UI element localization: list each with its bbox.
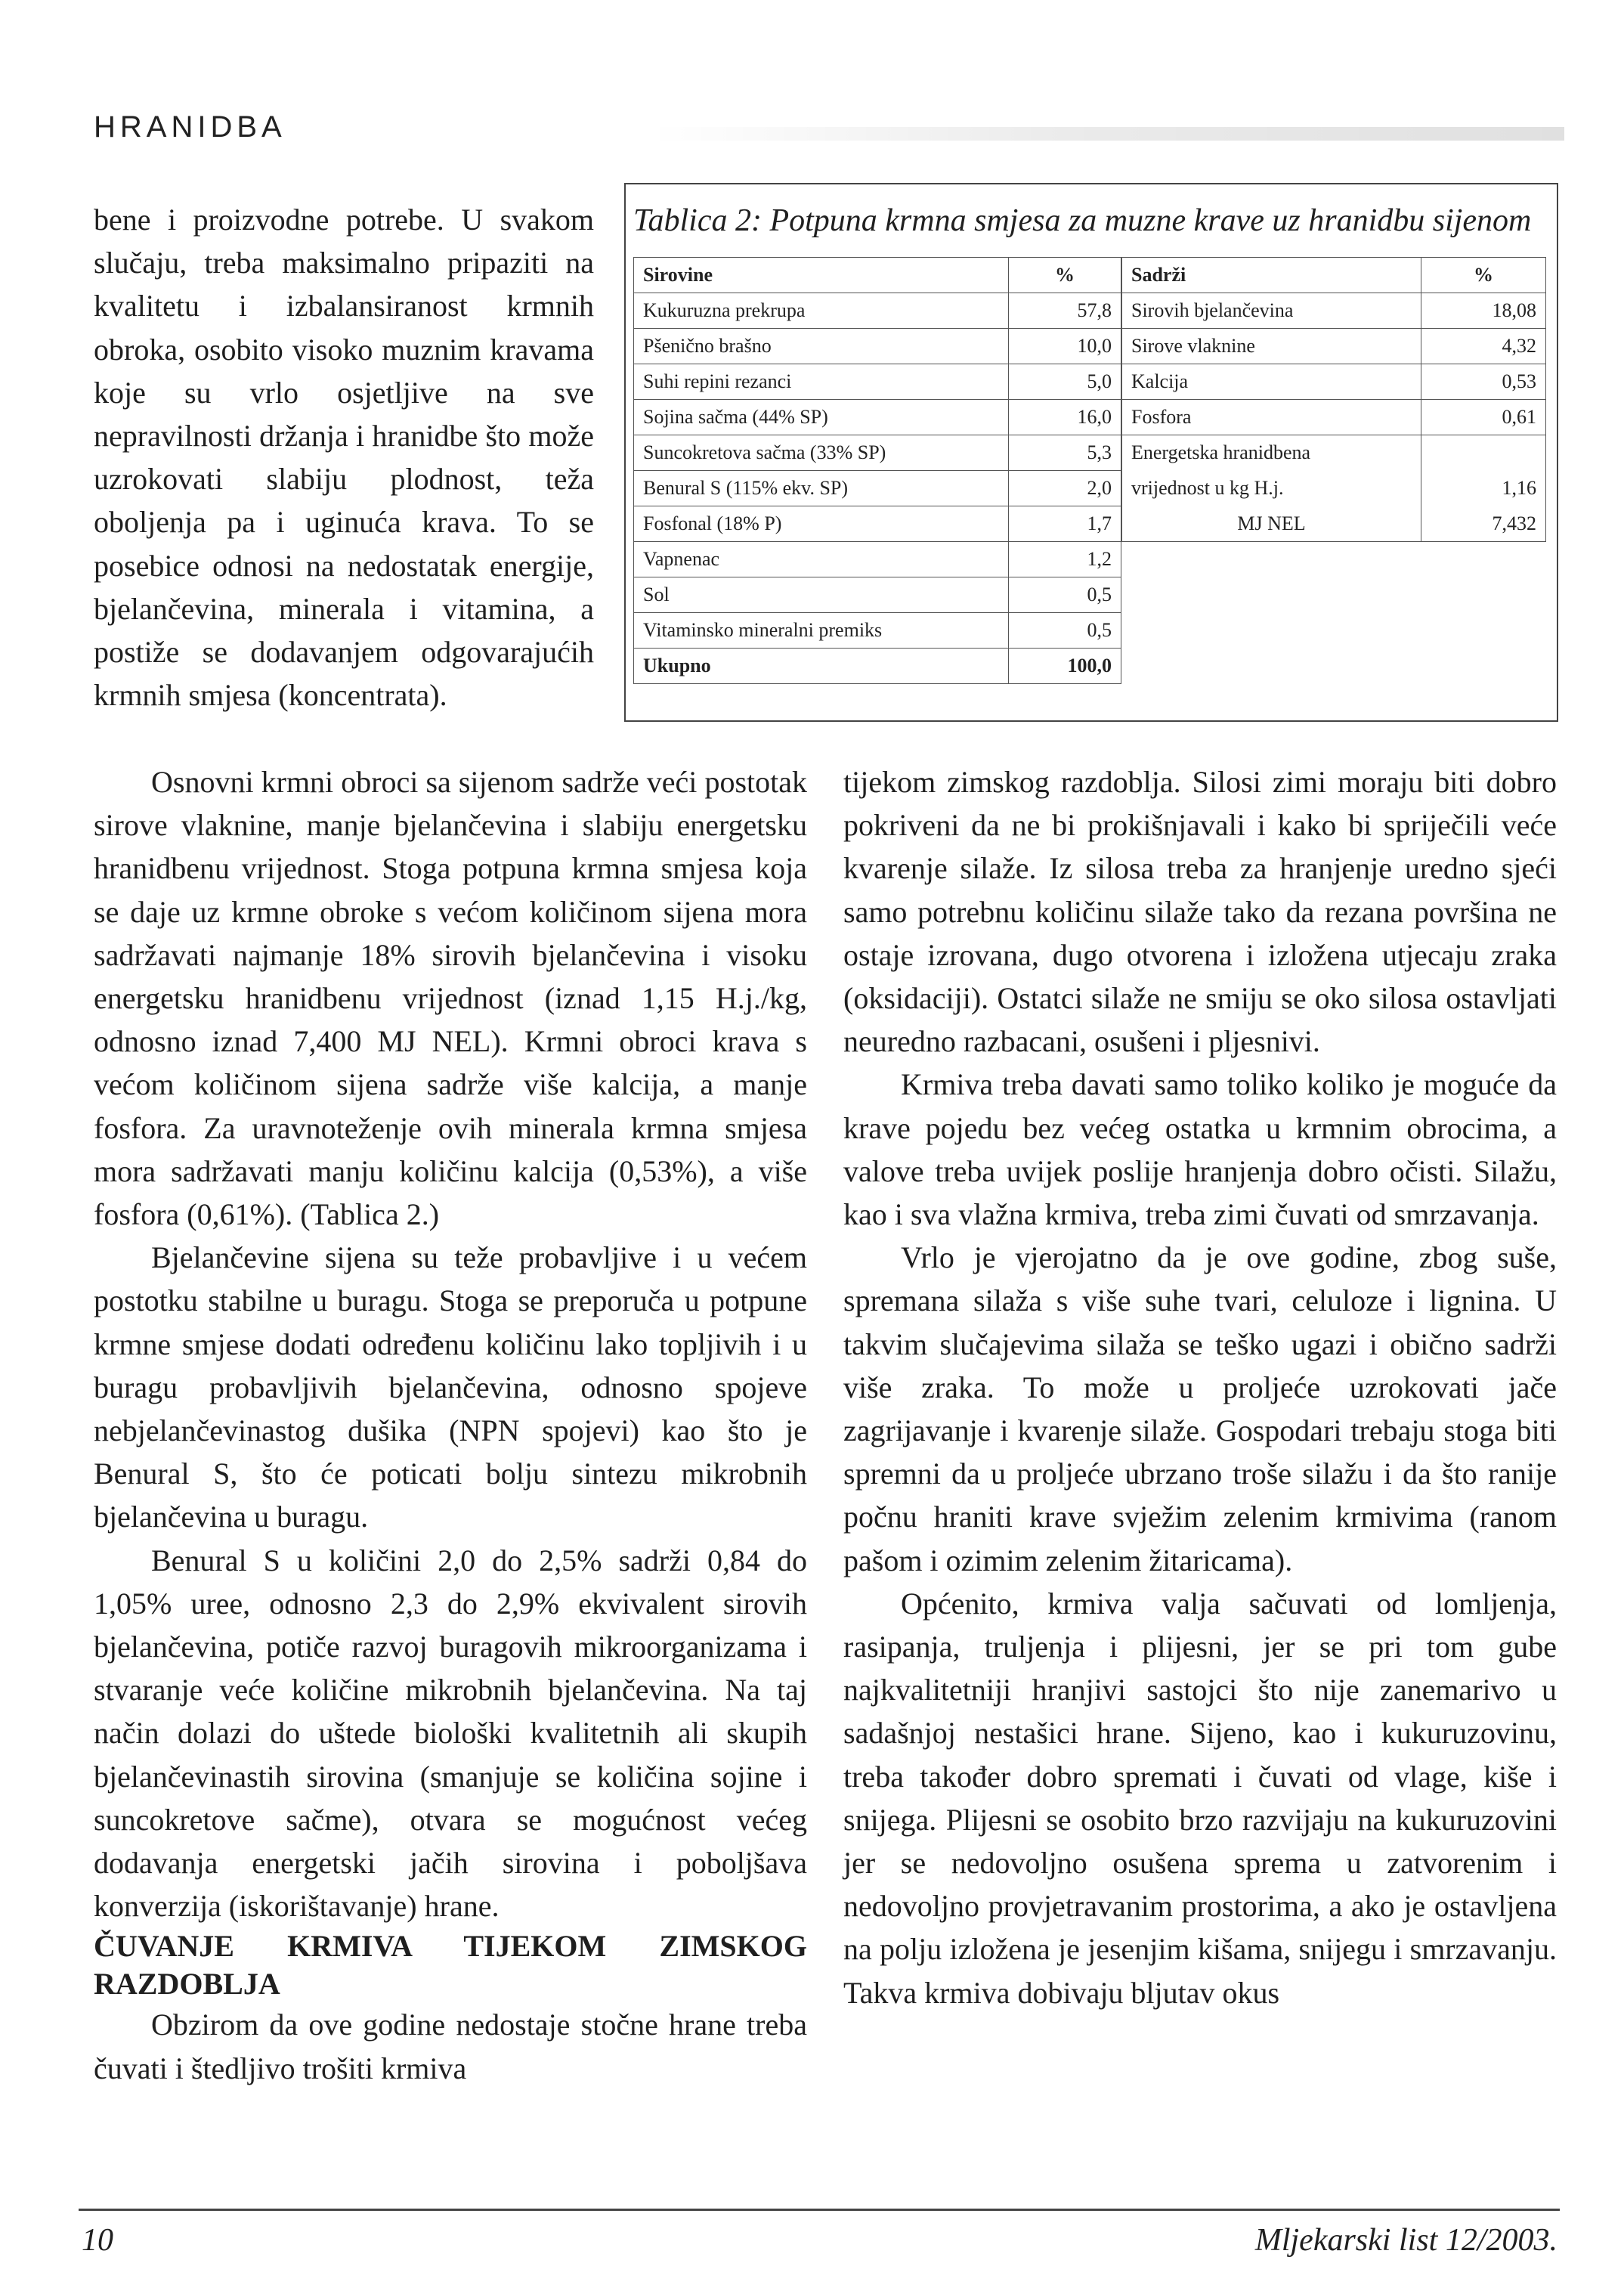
paragraph: Vrlo je vjerojatno da je ove godine, zbog suše, spremana silaža s više suhe tvari, celuloze i lignina. U takvim slučajevima silaža se teško ugazi i obično sadrži više zraka. To može u proljeće uzrokovati jače zagrijavanje i kvarenje silaže. Gospodari trebaju stoga biti spremni da u proljeće ubrzano troše silažu i da što ranije počnu hraniti krave svježim zelenim krmivima (ranom pašom i ozimim zelenim žitaricama).	[843, 1240, 1557, 1577]
table-row	[1122, 400, 1546, 435]
table-caption: Tablica 2: Potpuna krmna smjesa za muzne krave uz hranidbu sijenom	[633, 203, 1532, 238]
table-row	[1122, 435, 1546, 471]
table-row	[634, 471, 1121, 506]
paragraph: Bjelančevine sijena su teže probavljive i u većem postotku stabilne u buragu. Stoga se preporuča u potpune krmne smjese dodati određenu količinu lako topljivih i u buragu probavljivih bjelančevina, odnosno spojeve nebjelančevinastog dušika (NPN spojevi) kao što je Benural S, što će poticati bolju sintezu mikrobnih bjelančevina u buragu.	[94, 1240, 807, 1534]
table-cell: 4,32	[1421, 329, 1546, 364]
intro-paragraph: bene i proizvodne potrebe. U svakom slučaju, treba maksimalno pripaziti na kvalitetu i izbalansiranost krmnih obroka, osobito visoko muznim kravama koje su vrlo osjetljive na sve nepravilnosti držanja i hranidbe što može uzrokovati slabiju plodnost, teža oboljenja pa i uginuća krava. To se posebice odnosi na nedostatak energije, bjelančevina, minerala i vitamina, a postiže se dodavanjem odgovarajućih krmnih smjesa (koncentrata).	[94, 203, 594, 713]
table-row	[1122, 506, 1546, 542]
header-rule	[650, 127, 1564, 141]
intro-column	[94, 198, 594, 717]
table-header-cell: Sadrži	[1122, 258, 1421, 293]
table-cell: vrijednost u kg H.j.	[1122, 471, 1421, 506]
table-cell: 0,53	[1421, 364, 1546, 400]
table-row	[1122, 293, 1546, 329]
table-cell: Kukuruzna prekrupa	[634, 293, 1009, 329]
paragraph: Obzirom da ove godine nedostaje stočne hrane treba čuvati i štedljivo trošiti krmiva	[94, 2008, 807, 2085]
page-number: 10	[82, 2223, 113, 2258]
table-cell: Sol	[634, 577, 1009, 613]
table-row	[634, 364, 1121, 400]
table-row	[634, 400, 1121, 435]
footer-rule	[79, 2209, 1560, 2211]
table-cell: 0,61	[1421, 400, 1546, 435]
table-header-row	[1122, 258, 1546, 293]
table-cell: Benural S (115% ekv. SP)	[634, 471, 1009, 506]
table-cell: 0,5	[1009, 613, 1121, 649]
table-cell: Kalcija	[1122, 364, 1421, 400]
section-title: HRANIDBA	[94, 110, 286, 144]
table-cell: Energetska hranidbena	[1122, 435, 1421, 471]
table-row	[1122, 471, 1546, 506]
table-total-value: 100,0	[1009, 649, 1121, 684]
table-header-cell: %	[1421, 258, 1546, 293]
table-row	[634, 613, 1121, 649]
table-row	[634, 577, 1121, 613]
table-cell: 5,3	[1009, 435, 1121, 471]
table-cell: 0,5	[1009, 577, 1121, 613]
table-cell: Vitaminsko mineralni premiks	[634, 613, 1009, 649]
section-heading: ČUVANJE KRMIVA TIJEKOM ZIMSKOG RAZDOBLJA	[94, 1929, 807, 2001]
table-header-cell: Sirovine	[634, 258, 1009, 293]
table-cell: Pšenično brašno	[634, 329, 1009, 364]
table-row	[634, 506, 1121, 542]
composition-table	[1121, 257, 1546, 542]
table-cell: 7,432	[1421, 506, 1546, 542]
table-cell: Sirovih bjelančevina	[1122, 293, 1421, 329]
paragraph: Osnovni krmni obroci sa sijenom sadrže veći postotak sirove vlaknine, manje bjelančevina i slabiju energetsku hranidbenu vrijednost. Stoga potpuna krmna smjesa koja se daje uz krmne obroke s većom količinom sijena mora sadržavati najmanje 18% sirovih bjelančevina i visoku energetsku hranidbenu vrijednost (iznad 1,15 H.j./kg, odnosno iznad 7,400 MJ NEL). Krmni obroci krava s većom količinom sijena sadrže više kalcija, a manje fosfora. Za uravnoteženje ovih minerala krmna smjesa mora sadržavati manju količinu kalcija (0,53%), a više fosfora (0,61%). (Tablica 2.)	[94, 765, 807, 1232]
table-total-row	[634, 649, 1121, 684]
table-cell	[1421, 435, 1546, 471]
table-cell: Fosfonal (18% P)	[634, 506, 1009, 542]
paragraph: Benural S u količini 2,0 do 2,5% sadrži 0,84 do 1,05% uree, odnosno 2,3 do 2,9% ekvivalent sirovih bjelančevina, potiče razvoj buragovih mikroorganizama i stvaranje veće količine mikrobnih bjelančevina. Na taj način dolazi do uštede biološki kvalitetnih ali skupih bjelančevinastih sirovina (smanjuje se količina sojine i suncokretove sačme), otvara se mogućnost većeg dodavanja energetski jačih sirovina i poboljšava konverzija (iskorištavanje) hrane.	[94, 1543, 807, 1924]
table-cell: 1,16	[1421, 471, 1546, 506]
table-cell: 2,0	[1009, 471, 1121, 506]
table-cell: 1,7	[1009, 506, 1121, 542]
table-row	[1122, 364, 1546, 400]
table-row	[634, 435, 1121, 471]
table-cell: 1,2	[1009, 542, 1121, 577]
ingredients-table	[633, 257, 1121, 684]
table-cell: 16,0	[1009, 400, 1121, 435]
table-cell: 10,0	[1009, 329, 1121, 364]
table-cell: Suhi repini rezanci	[634, 364, 1009, 400]
table-cell: 57,8	[1009, 293, 1121, 329]
table-cell: Vapnenac	[634, 542, 1009, 577]
table-cell: Sirove vlaknine	[1122, 329, 1421, 364]
table-header-row	[634, 258, 1121, 293]
table-cell: Suncokretova sačma (33% SP)	[634, 435, 1009, 471]
table-row	[1122, 329, 1546, 364]
table-total-label: Ukupno	[634, 649, 1009, 684]
left-column	[94, 760, 807, 2090]
table-cell: MJ NEL	[1122, 506, 1421, 542]
table-row	[634, 542, 1121, 577]
paragraph: tijekom zimskog razdoblja. Silosi zimi moraju biti dobro pokriveni da ne bi prokišnjavali i kako bi spriječili veće kvarenje silaže. Iz silosa treba za hranjenje uredno sjeći samo potrebnu količinu silaže tako da rezana površina ne ostaje izrovana, dugo otvorena i izložena utjecaju zraka (oksidaciji). Ostatci silaže ne smiju se oko silosa ostavljati neuredno razbacani, osušeni i pljesnivi.	[843, 765, 1557, 1059]
right-column	[843, 760, 1557, 2014]
table-row	[634, 329, 1121, 364]
paragraph: Općenito, krmiva valja sačuvati od lomljenja, rasipanja, truljenja i plijesni, jer se pri tom gube najkvalitetniji hranjivi sastojci što nije zanemarivo u sadašnjoj nestašici hrane. Sijeno, kao i kukuruzovinu, treba također dobro spremati i čuvati od vlage, kiše i snijega. Plijesni se osobito brzo razvijaju na kukuruzovini jer se nedovoljno osušena sprema u zatvorenim i nedovoljno provjetravanim prostorima, a ako je ostavljena na polju izložena je jesenjim kišama, snijegu i smrzavanju. Takva krmiva dobivaju bljutav okus	[843, 1586, 1557, 2010]
table-cell: Fosfora	[1122, 400, 1421, 435]
paragraph: Krmiva treba davati samo toliko koliko je moguće da krave pojedu bez većeg ostatka u krmnim obrocima, a valove treba uvijek poslije hranjenja dobro očisti. Silažu, kao i sva vlažna krmiva, treba zimi čuvati od smrzavanja.	[843, 1067, 1557, 1232]
table-cell: 5,0	[1009, 364, 1121, 400]
table-cell: 18,08	[1421, 293, 1546, 329]
table-header-cell: %	[1009, 258, 1121, 293]
table-row	[634, 293, 1121, 329]
table-cell: Sojina sačma (44% SP)	[634, 400, 1009, 435]
journal-name: Mljekarski list 12/2003.	[1254, 2223, 1557, 2258]
